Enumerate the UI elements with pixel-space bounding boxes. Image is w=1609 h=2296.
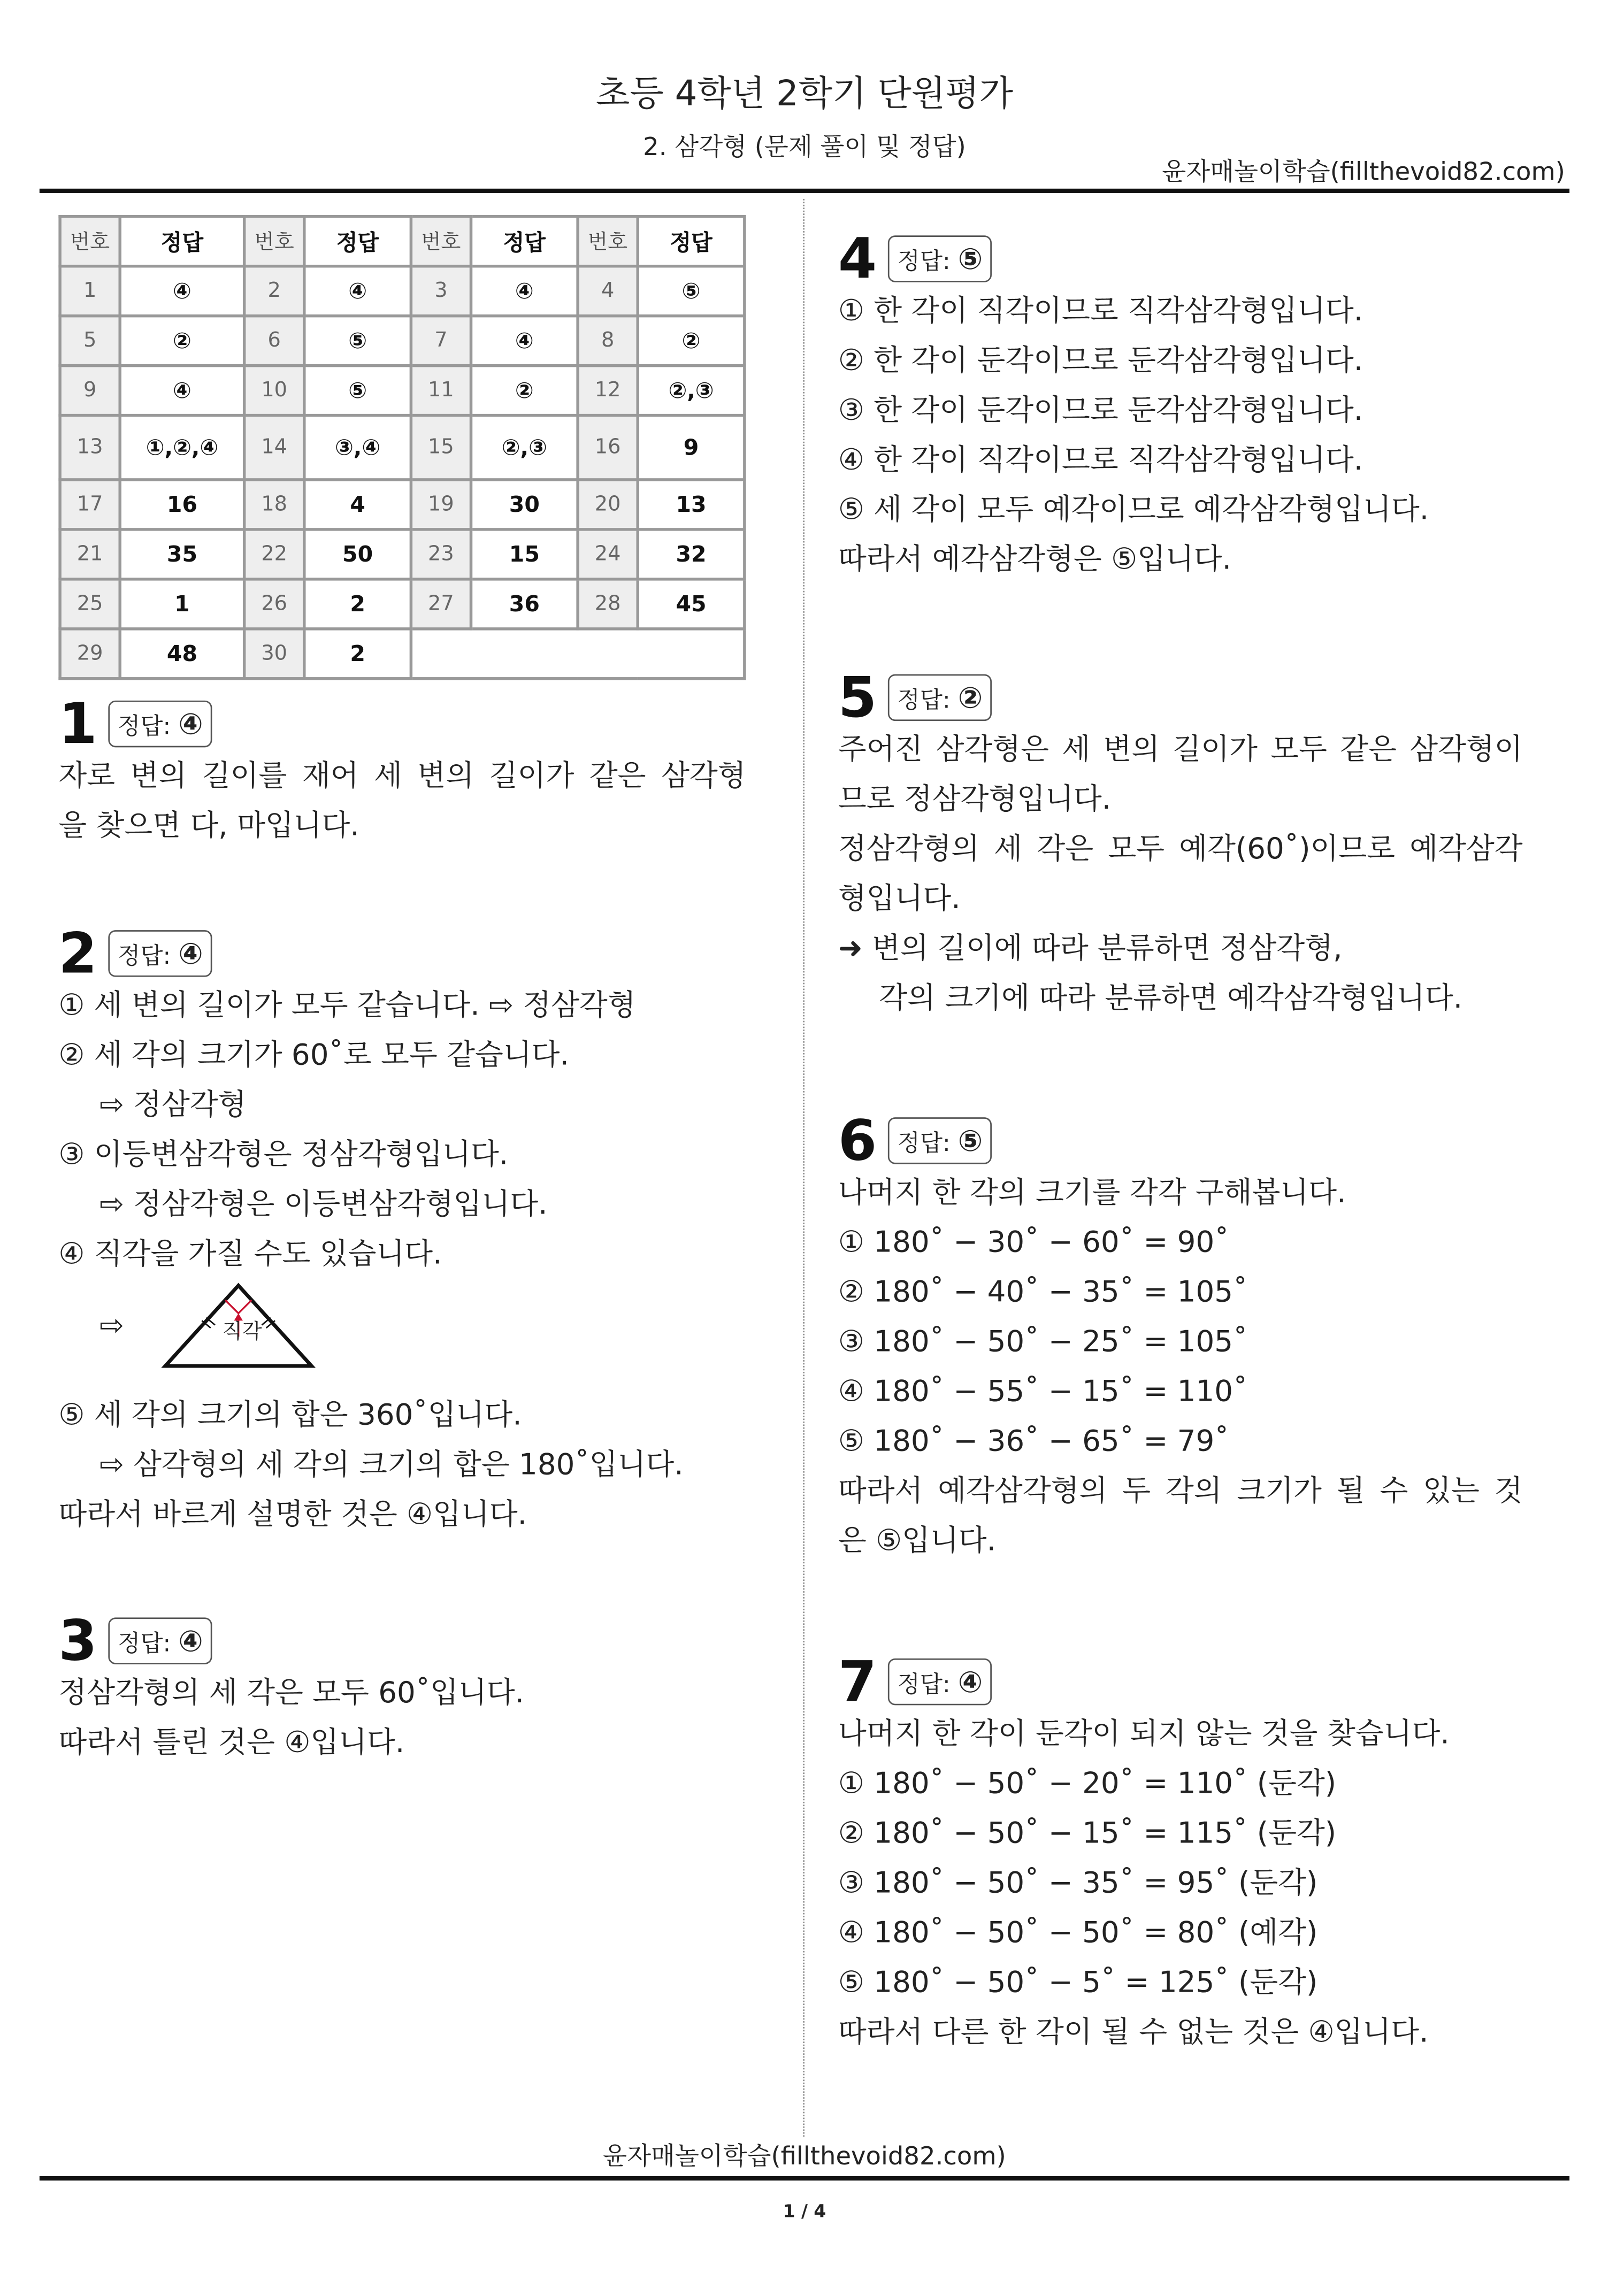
solution-line: ⑤ 세 각의 크기의 합은 360˚입니다. bbox=[58, 1396, 522, 1432]
answer-cell: ④ bbox=[120, 366, 244, 416]
solution-line: ① 세 변의 길이가 모두 같습니다. ⇨ 정삼각형 bbox=[58, 987, 636, 1023]
solution-line: ③ 180˚ − 50˚ − 25˚ = 105˚ bbox=[838, 1323, 1248, 1359]
solution-line: 정삼각형의 세 각은 모두 60˚입니다. bbox=[58, 1675, 525, 1710]
question-number: 6 bbox=[244, 316, 304, 366]
question-number: 1 bbox=[60, 266, 120, 316]
answer-cell: 2 bbox=[304, 629, 411, 679]
answer-cell: 48 bbox=[120, 629, 244, 679]
table-row bbox=[60, 579, 745, 629]
solution-header bbox=[58, 692, 746, 756]
answer-label: 정답: bbox=[117, 712, 171, 740]
question-number: 11 bbox=[411, 366, 471, 416]
header-answer: 정답 bbox=[638, 217, 745, 266]
solution-header bbox=[838, 665, 1523, 730]
answer-cell: 45 bbox=[638, 579, 745, 629]
question-number: 28 bbox=[578, 579, 638, 629]
page-title: 초등 4학년 2학기 단원평가 bbox=[595, 73, 1013, 114]
solution-line: 주어진 삼각형은 세 변의 길이가 모두 같은 삼각형이 bbox=[838, 731, 1523, 766]
answer-badge bbox=[109, 1617, 212, 1664]
answer-label: 정답: bbox=[897, 1670, 951, 1698]
solution-line: ① 180˚ − 30˚ − 60˚ = 90˚ bbox=[838, 1224, 1229, 1260]
solution-4 bbox=[838, 226, 1523, 584]
solution-3 bbox=[58, 1608, 746, 1767]
empty-cell bbox=[411, 629, 744, 679]
solution-line: 따라서 바르게 설명한 것은 ④입니다. bbox=[58, 1496, 527, 1532]
solution-header bbox=[838, 1649, 1523, 1714]
solution-header bbox=[58, 921, 746, 986]
solution-line: 정삼각형의 세 각은 모두 예각(60˚)이므로 예각삼각 bbox=[838, 831, 1523, 866]
answer-cell: 32 bbox=[638, 529, 745, 579]
answer-value: ⑤ bbox=[957, 241, 983, 277]
solution-line: ① 180˚ − 50˚ − 20˚ = 110˚ (둔각) bbox=[838, 1765, 1337, 1801]
solution-line: ⇨ 정삼각형 bbox=[99, 1086, 247, 1122]
solution-line: 따라서 다른 한 각이 될 수 없는 것은 ④입니다. bbox=[838, 2014, 1429, 2049]
solution-line: ④ 한 각이 직각이므로 직각삼각형입니다. bbox=[838, 441, 1363, 477]
answer-badge bbox=[888, 235, 991, 282]
answer-value: ④ bbox=[178, 1623, 203, 1658]
answer-badge bbox=[109, 701, 212, 748]
answer-badge bbox=[888, 674, 991, 721]
right-angle-label: 직각 bbox=[222, 1320, 262, 1345]
question-number: 30 bbox=[244, 629, 304, 679]
answer-cell: 9 bbox=[638, 416, 745, 480]
header-answer: 정답 bbox=[304, 217, 411, 266]
answer-cell: 36 bbox=[471, 579, 578, 629]
question-number: 3 bbox=[411, 266, 471, 316]
solution-line: ⑤ 세 각이 모두 예각이므로 예각삼각형입니다. bbox=[838, 491, 1429, 527]
question-number: 26 bbox=[244, 579, 304, 629]
question-number: 15 bbox=[411, 416, 471, 480]
solution-line: ⇨ 삼각형의 세 각의 크기의 합은 180˚입니다. bbox=[99, 1446, 684, 1482]
question-number: 10 bbox=[244, 366, 304, 416]
solution-2 bbox=[58, 921, 746, 1538]
solution-5 bbox=[838, 665, 1523, 1023]
solution-7 bbox=[838, 1649, 1523, 2056]
question-number: 24 bbox=[578, 529, 638, 579]
answer-value: ④ bbox=[957, 1664, 983, 1700]
solution-line: ② 한 각이 둔각이므로 둔각삼각형입니다. bbox=[838, 342, 1363, 378]
table-row bbox=[60, 266, 745, 316]
question-number: 22 bbox=[244, 529, 304, 579]
solution-line: ④ 직각을 가질 수도 있습니다. bbox=[58, 1235, 442, 1271]
question-number: 19 bbox=[411, 480, 471, 529]
question-number: 7 bbox=[411, 316, 471, 366]
question-number: 18 bbox=[244, 480, 304, 529]
solution-line: 을 찾으면 다, 마입니다. bbox=[58, 807, 359, 843]
table-row bbox=[60, 366, 745, 416]
answer-cell: 1 bbox=[120, 579, 244, 629]
question-number: 4 bbox=[578, 266, 638, 316]
answer-value: ④ bbox=[178, 706, 203, 742]
question-number: 16 bbox=[578, 416, 638, 480]
column-divider bbox=[803, 199, 804, 2137]
header-number: 번호 bbox=[244, 217, 304, 266]
answer-cell: 2 bbox=[304, 579, 411, 629]
answer-label: 정답: bbox=[117, 1629, 171, 1657]
footer-brand: 윤자매놀이학습(fillthevoid82.com) bbox=[603, 2143, 1006, 2172]
solution-line: 나머지 한 각이 둔각이 되지 않는 것을 찾습니다. bbox=[838, 1715, 1450, 1751]
answer-cell: 35 bbox=[120, 529, 244, 579]
question-number: 5 bbox=[60, 316, 120, 366]
solution-line: 나머지 한 각의 크기를 각각 구해봅니다. bbox=[838, 1174, 1346, 1210]
answer-value: ④ bbox=[178, 936, 203, 971]
answer-value: ⑤ bbox=[957, 1123, 983, 1158]
header-number: 번호 bbox=[411, 217, 471, 266]
answer-badge bbox=[888, 1658, 991, 1706]
solution-header bbox=[838, 226, 1523, 291]
solution-line: 형입니다. bbox=[838, 880, 961, 916]
answer-cell: 13 bbox=[638, 480, 745, 529]
solution-line: 따라서 예각삼각형의 두 각의 크기가 될 수 있는 것 bbox=[838, 1472, 1523, 1508]
answer-cell: ④ bbox=[471, 266, 578, 316]
solution-line: 각의 크기에 따라 분류하면 예각삼각형입니다. bbox=[879, 980, 1463, 1015]
table-row bbox=[60, 480, 745, 529]
table-row bbox=[60, 629, 745, 679]
solution-line: ③ 180˚ − 50˚ − 35˚ = 95˚ (둔각) bbox=[838, 1864, 1318, 1900]
table-row bbox=[60, 416, 745, 480]
answer-cell: 50 bbox=[304, 529, 411, 579]
solution-line: 따라서 예각삼각형은 ⑤입니다. bbox=[838, 541, 1232, 577]
question-number: 25 bbox=[60, 579, 120, 629]
question-number: 12 bbox=[578, 366, 638, 416]
question-number: 2 bbox=[244, 266, 304, 316]
question-number: 13 bbox=[60, 416, 120, 480]
answer-cell: ①,②,④ bbox=[120, 416, 244, 480]
solution-line: ④ 180˚ − 50˚ − 50˚ = 80˚ (예각) bbox=[838, 1914, 1318, 1950]
answer-cell: ④ bbox=[471, 316, 578, 366]
answer-cell: 4 bbox=[304, 480, 411, 529]
answer-cell: 15 bbox=[471, 529, 578, 579]
question-number: 20 bbox=[578, 480, 638, 529]
answer-cell: ② bbox=[471, 366, 578, 416]
header-number: 번호 bbox=[60, 217, 120, 266]
solution-header bbox=[838, 1108, 1523, 1173]
solution-line: ② 세 각의 크기가 60˚로 모두 같습니다. bbox=[58, 1036, 569, 1072]
solution-line: ➜ 변의 길이에 따라 분류하면 정삼각형, bbox=[838, 930, 1343, 965]
solution-line: 따라서 틀린 것은 ④입니다. bbox=[58, 1724, 405, 1760]
answer-label: 정답: bbox=[117, 942, 171, 970]
answer-label: 정답: bbox=[897, 1129, 951, 1157]
question-number: 17 bbox=[60, 480, 120, 529]
solution-line: ③ 한 각이 둔각이므로 둔각삼각형입니다. bbox=[838, 391, 1363, 427]
question-number: 2 bbox=[58, 921, 97, 986]
solution-line: ⇨ 정삼각형은 이등변삼각형입니다. bbox=[99, 1186, 548, 1222]
answer-cell: ⑤ bbox=[304, 316, 411, 366]
solution-header bbox=[58, 1608, 746, 1673]
arrow-icon: ⇨ bbox=[99, 1307, 124, 1343]
solution-line: 은 ⑤입니다. bbox=[838, 1522, 997, 1558]
question-number: 9 bbox=[60, 366, 120, 416]
answer-table bbox=[58, 215, 746, 680]
header-answer: 정답 bbox=[471, 217, 578, 266]
header-answer: 정답 bbox=[120, 217, 244, 266]
footer-rule bbox=[40, 2176, 1569, 2180]
header-rule bbox=[40, 189, 1569, 193]
answer-badge bbox=[888, 1117, 991, 1164]
solution-line: 므로 정삼각형입니다. bbox=[838, 781, 1112, 816]
answer-cell: ②,③ bbox=[638, 366, 745, 416]
answer-cell: ②,③ bbox=[471, 416, 578, 480]
page-number: 1 / 4 bbox=[783, 2201, 826, 2222]
question-number: 6 bbox=[838, 1108, 877, 1173]
page-subtitle: 2. 삼각형 (문제 풀이 및 정답) bbox=[643, 133, 966, 163]
answer-cell: 30 bbox=[471, 480, 578, 529]
answer-value: ② bbox=[957, 680, 983, 716]
right-isosceles-triangle-figure bbox=[58, 1278, 746, 1389]
solution-1 bbox=[58, 692, 746, 850]
answer-cell: ⑤ bbox=[638, 266, 745, 316]
header-number: 번호 bbox=[578, 217, 638, 266]
solution-line: ③ 이등변삼각형은 정삼각형입니다. bbox=[58, 1136, 509, 1172]
answer-cell: ⑤ bbox=[304, 366, 411, 416]
table-row bbox=[60, 316, 745, 366]
question-number: 29 bbox=[60, 629, 120, 679]
answer-label: 정답: bbox=[897, 686, 951, 714]
solution-line: ⑤ 180˚ − 36˚ − 65˚ = 79˚ bbox=[838, 1423, 1229, 1458]
question-number: 1 bbox=[58, 692, 97, 756]
question-number: 23 bbox=[411, 529, 471, 579]
solution-line: ① 한 각이 직각이므로 직각삼각형입니다. bbox=[838, 292, 1363, 328]
answer-label: 정답: bbox=[897, 247, 951, 275]
solution-line: ② 180˚ − 50˚ − 15˚ = 115˚ (둔각) bbox=[838, 1815, 1337, 1850]
question-number: 14 bbox=[244, 416, 304, 480]
question-number: 8 bbox=[578, 316, 638, 366]
question-number: 5 bbox=[838, 665, 877, 730]
answer-cell: ③,④ bbox=[304, 416, 411, 480]
answer-cell: ② bbox=[120, 316, 244, 366]
solution-6 bbox=[838, 1108, 1523, 1564]
answer-cell: ④ bbox=[120, 266, 244, 316]
question-number: 27 bbox=[411, 579, 471, 629]
solution-line: ② 180˚ − 40˚ − 35˚ = 105˚ bbox=[838, 1273, 1248, 1309]
question-number: 4 bbox=[838, 226, 877, 291]
question-number: 7 bbox=[838, 1649, 877, 1714]
answer-cell: ② bbox=[638, 316, 745, 366]
solution-line: 자로 변의 길이를 재어 세 변의 길이가 같은 삼각형 bbox=[58, 757, 746, 793]
answer-badge bbox=[109, 930, 212, 977]
solution-line: ④ 180˚ − 55˚ − 15˚ = 110˚ bbox=[838, 1373, 1248, 1409]
answer-cell: ④ bbox=[304, 266, 411, 316]
question-number: 21 bbox=[60, 529, 120, 579]
header-brand: 윤자매놀이학습(fillthevoid82.com) bbox=[1162, 158, 1565, 188]
table-row bbox=[60, 529, 745, 579]
answer-cell: 16 bbox=[120, 480, 244, 529]
question-number: 3 bbox=[58, 1608, 97, 1673]
solution-line: ⑤ 180˚ − 50˚ − 5˚ = 125˚ (둔각) bbox=[838, 1964, 1318, 2000]
